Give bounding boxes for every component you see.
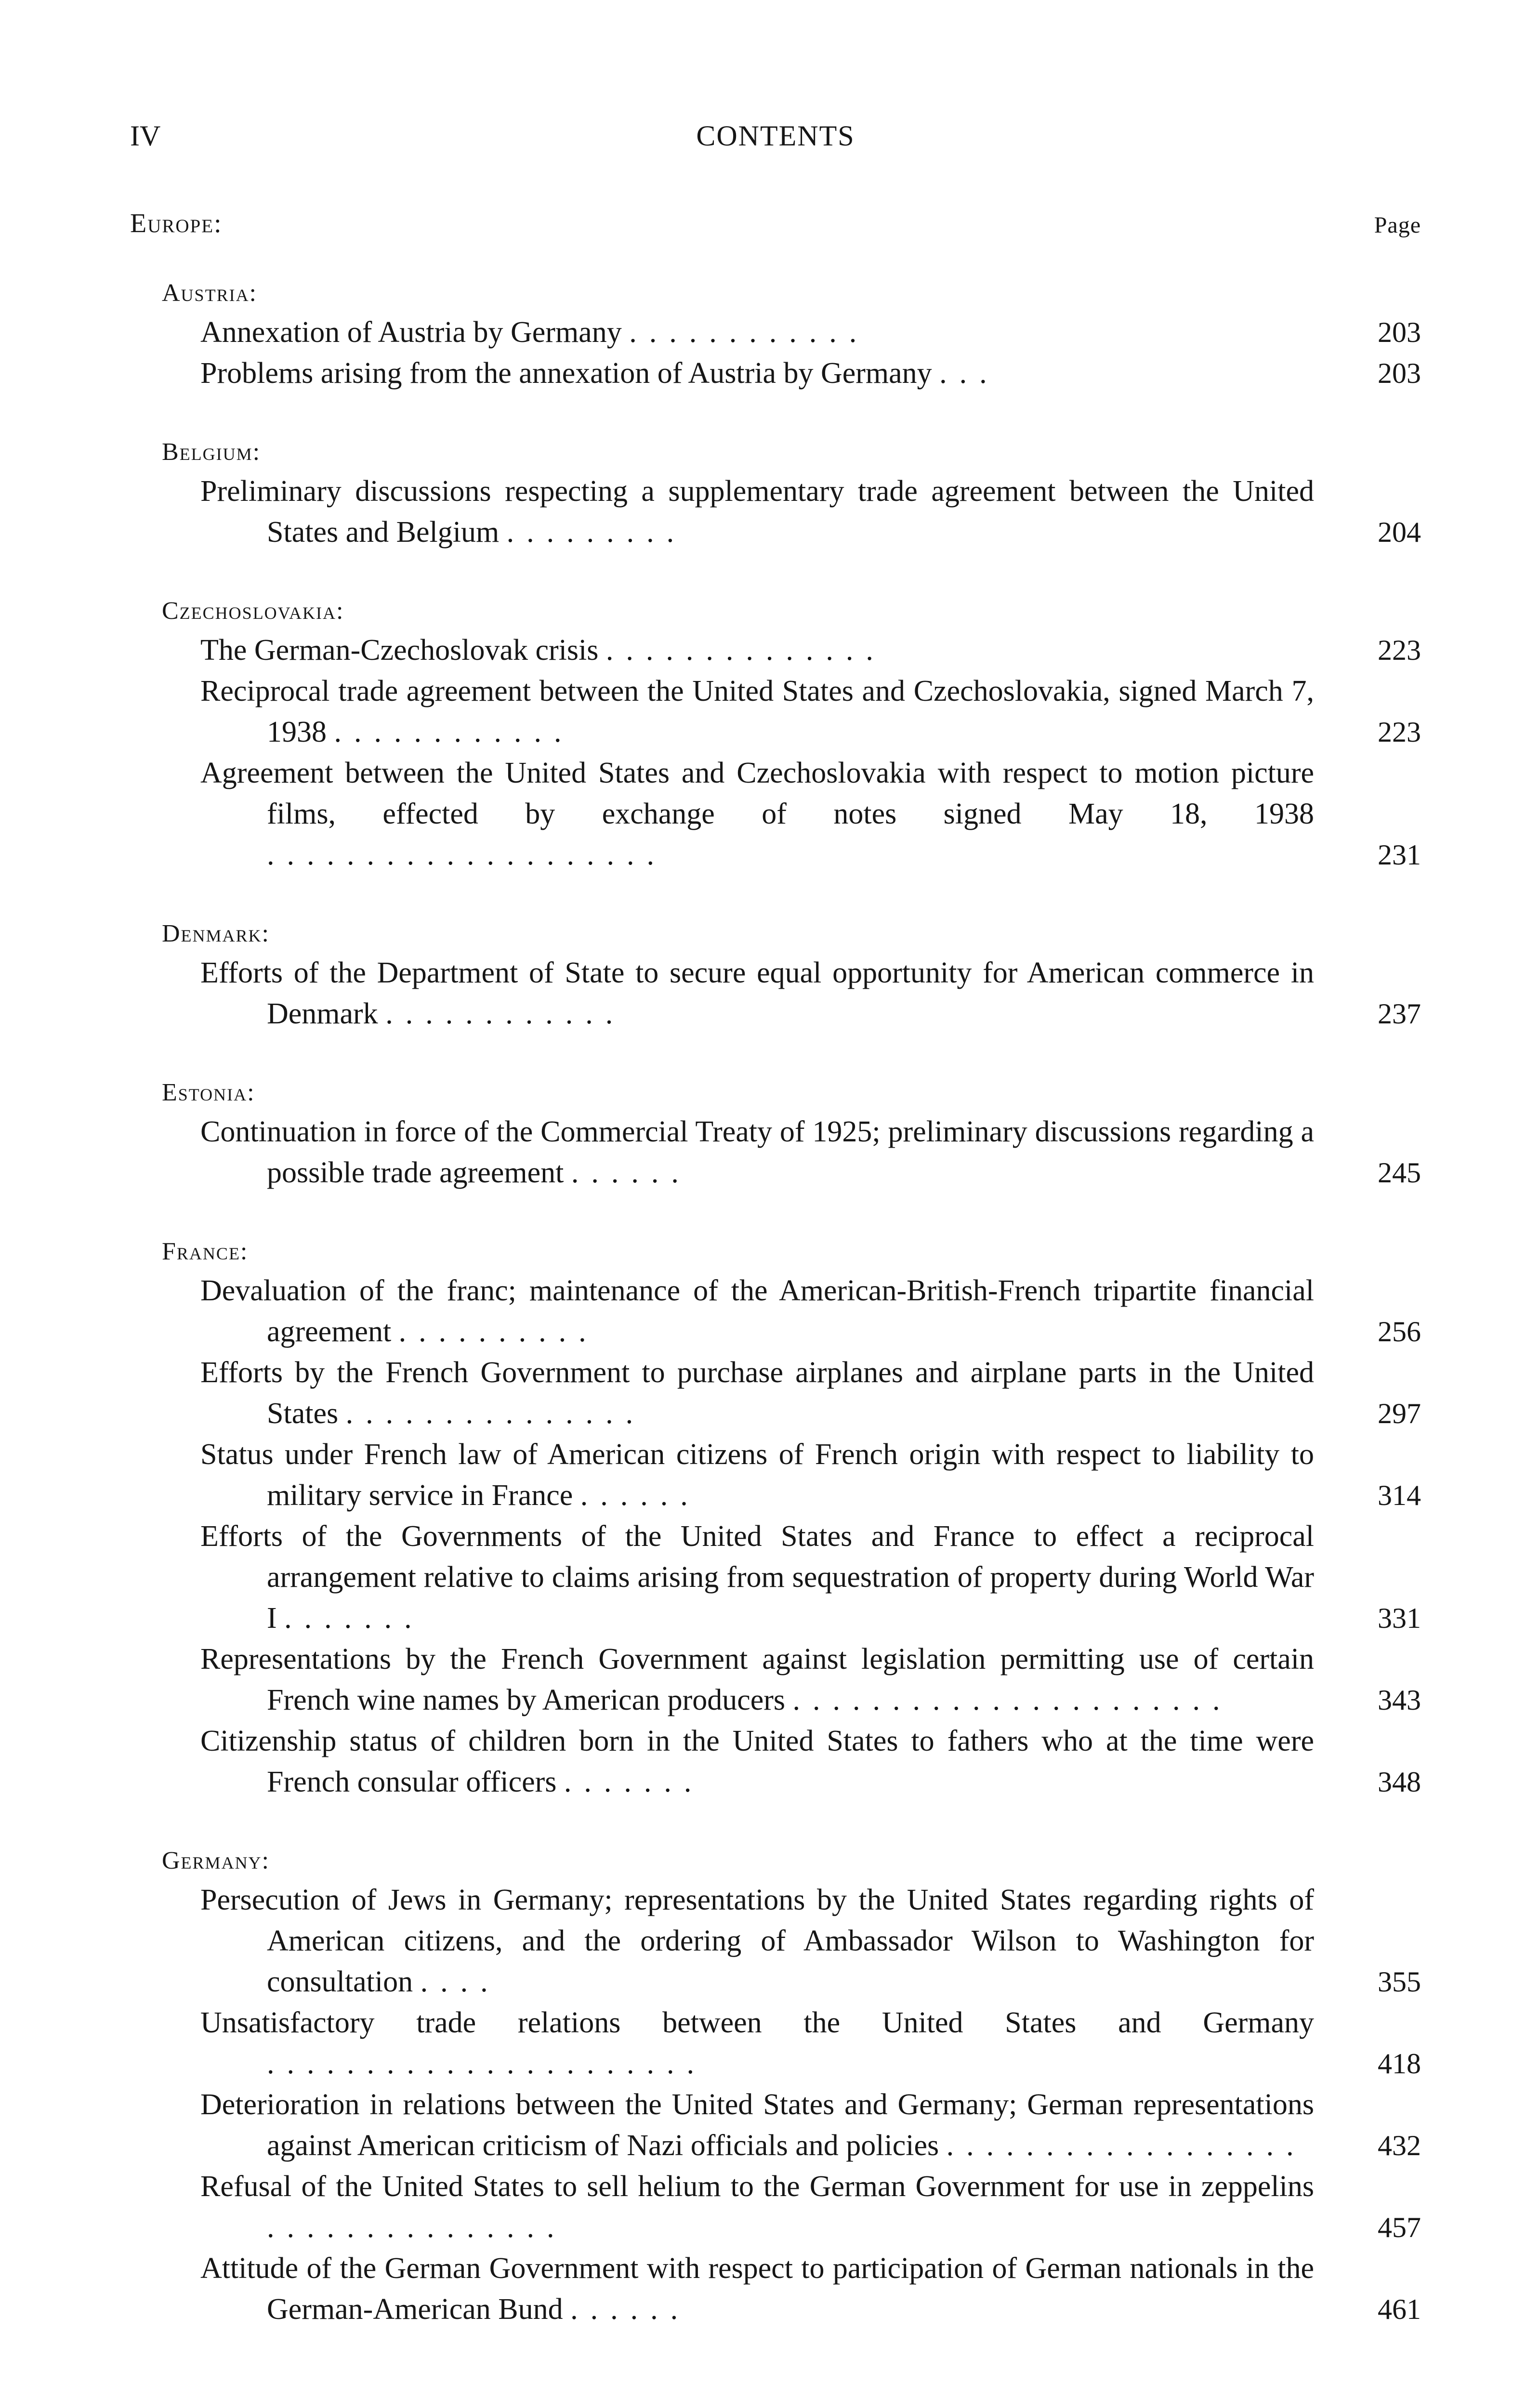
country-heading: France: [162,1238,249,1265]
toc-entry-page-number: 203 [1378,357,1421,389]
toc-entry [200,312,1421,353]
toc-entry-title: Deterioration in relations between the United States and Germany; German representations against American criticism of Nazi officials and policies [200,2088,1314,2162]
country-heading: Estonia: [162,1079,255,1106]
toc-entry-text [200,2002,1314,2084]
dot-leaders: ...... [570,2293,691,2326]
toc-section [162,592,1421,876]
toc-entry-text [200,471,1314,553]
country-heading: Czechoslovakia: [162,597,344,625]
toc-entry [200,1880,1421,2002]
toc-entry-text [200,630,1314,671]
toc-entry-page-number: 457 [1378,2212,1421,2243]
toc-entry-page-number: 461 [1378,2293,1421,2325]
toc-entry-title: Unsatisfactory trade relations between the United States and Germany [200,2006,1314,2039]
toc-entry-text [200,1639,1314,1721]
toc-entry [200,953,1421,1034]
toc-entry-page-number: 297 [1378,1398,1421,1429]
toc-entry-page-number: 343 [1378,1684,1421,1716]
toc-entry-page-number: 348 [1378,1766,1421,1798]
dot-leaders: .... [420,1965,500,1998]
toc-entry [200,753,1421,876]
toc-entry-page-number: 245 [1378,1157,1421,1189]
toc-entry-title: Representations by the French Government against legislation permitting use of certain French wine names by American producers [200,1643,1314,1716]
dot-leaders: ............ [334,716,574,748]
page-column-label: Page [1374,212,1421,238]
toc-entry [200,630,1421,671]
toc-entry-title: Refusal of the United States to sell helium to the German Government for use in zeppelins [200,2170,1314,2203]
running-head [130,119,1421,158]
toc-entry-title: Efforts of the Governments of the United States and France to effect a reciprocal arrangement relative to claims arising from sequestration of property during World War I [200,1520,1314,1635]
toc-entry-text [200,353,1314,394]
page-folio: IV [130,120,161,152]
dot-leaders: ............ [629,316,869,349]
contents-list [162,275,1421,2369]
toc-entry-title: Problems arising from the annexation of Austria by Germany [200,357,932,390]
toc-section [162,1074,1421,1193]
dot-leaders: ... [939,357,1000,390]
toc-entry-text [200,953,1314,1034]
toc-entry-title: Efforts by the French Government to purchase airplanes and airplane parts in the United States [200,1356,1314,1430]
toc-entry-page-number: 355 [1378,1966,1421,1998]
toc-entry-text [200,2248,1314,2330]
toc-section [162,275,1421,394]
page-title: CONTENTS [696,120,855,152]
toc-section [162,1233,1421,1803]
country-heading: Germany: [162,1847,270,1874]
toc-entry-title: Agreement between the United States and Czechoslovakia with respect to motion picture films, effected by exchange of notes signed May 18, 1938 [200,757,1314,830]
toc-entry [200,353,1421,394]
dot-leaders: .................... [267,838,667,871]
dot-leaders: ....... [564,1766,704,1798]
toc-entry-text [200,671,1314,753]
part-heading-row [130,208,1421,247]
toc-entry [200,1112,1421,1193]
toc-entry-title: Attitude of the German Government with respect to participation of German nationals in the German-American Bund [200,2252,1314,2326]
toc-entry-page-number: 223 [1378,634,1421,666]
toc-section [162,915,1421,1034]
toc-entry-text [200,2084,1314,2166]
toc-entry-title: Citizenship status of children born in the United States to fathers who at the time were French consular officers [200,1725,1314,1798]
toc-entry-page-number: 223 [1378,716,1421,748]
part-heading: Europe: [130,209,223,238]
toc-entry-page-number: 237 [1378,998,1421,1030]
dot-leaders: ......... [506,516,687,549]
toc-entry [200,2166,1421,2248]
dot-leaders: .............. [605,634,886,667]
toc-entry-text [200,1880,1314,2002]
dot-leaders: ...................... [792,1684,1233,1716]
toc-entry-text [200,1270,1314,1352]
toc-entry-page-number: 418 [1378,2048,1421,2080]
toc-entry [200,2084,1421,2166]
toc-entry-text [200,1112,1314,1193]
dot-leaders: ...... [571,1156,691,1189]
dot-leaders: .......... [398,1315,599,1348]
toc-entry [200,1516,1421,1639]
dot-leaders: ............... [345,1397,646,1430]
toc-entry-text [200,312,1314,353]
dot-leaders: ............... [267,2211,567,2244]
toc-entry [200,1270,1421,1352]
toc-entry-title: Persecution of Jews in Germany; representations by the United States regarding rights of American citizens, and the ordering of Ambassador Wilson to Washington for consultation [200,1884,1314,1998]
toc-entry [200,1721,1421,1803]
country-heading: Austria: [162,279,258,307]
toc-entry [200,1639,1421,1721]
toc-entry [200,1434,1421,1516]
toc-entry-text [200,2166,1314,2248]
toc-entry-title: Efforts of the Department of State to secure equal opportunity for American commerce in Denmark [200,956,1314,1030]
toc-entry [200,2002,1421,2084]
toc-entry-text [200,1434,1314,1516]
toc-entry-page-number: 256 [1378,1316,1421,1348]
toc-entry-text [200,753,1314,876]
country-heading: Denmark: [162,920,270,947]
toc-entry-page-number: 331 [1378,1602,1421,1634]
dot-leaders: ....... [284,1602,424,1635]
toc-section [162,1842,1421,2330]
dot-leaders: ...... [580,1479,700,1512]
toc-entry-page-number: 203 [1378,316,1421,348]
toc-entry [200,471,1421,553]
toc-entry [200,671,1421,753]
toc-entry-title: Continuation in force of the Commercial Treaty of 1925; preliminary discussions regarding a possible trade agreement [200,1115,1314,1189]
toc-entry-title: Annexation of Austria by Germany [200,316,622,349]
toc-entry [200,2248,1421,2330]
toc-entry [200,1352,1421,1434]
toc-entry-page-number: 231 [1378,839,1421,871]
toc-entry-title: Reciprocal trade agreement between the United States and Czechoslovakia, signed March 7, 1938 [200,675,1314,748]
toc-entry-text [200,1516,1314,1639]
toc-entry-page-number: 204 [1378,516,1421,548]
dot-leaders: ...................... [267,2047,707,2080]
country-heading: Belgium: [162,438,261,466]
toc-entry-title: Devaluation of the franc; maintenance of the American-British-French tripartite financial agreement [200,1274,1314,1348]
toc-entry-title: The German-Czechoslovak crisis [200,634,599,667]
toc-section [162,433,1421,553]
dot-leaders: .................. [946,2129,1306,2162]
toc-entry-title: Preliminary discussions respecting a supplementary trade agreement between the United States and Belgium [200,475,1314,549]
toc-entry-text [200,1352,1314,1434]
toc-entry-page-number: 432 [1378,2130,1421,2161]
dot-leaders: ............ [385,997,626,1030]
toc-entry-title: Status under French law of American citizens of French origin with respect to liability to military service in France [200,1438,1314,1512]
toc-entry-page-number: 314 [1378,1479,1421,1511]
toc-entry-text [200,1721,1314,1803]
